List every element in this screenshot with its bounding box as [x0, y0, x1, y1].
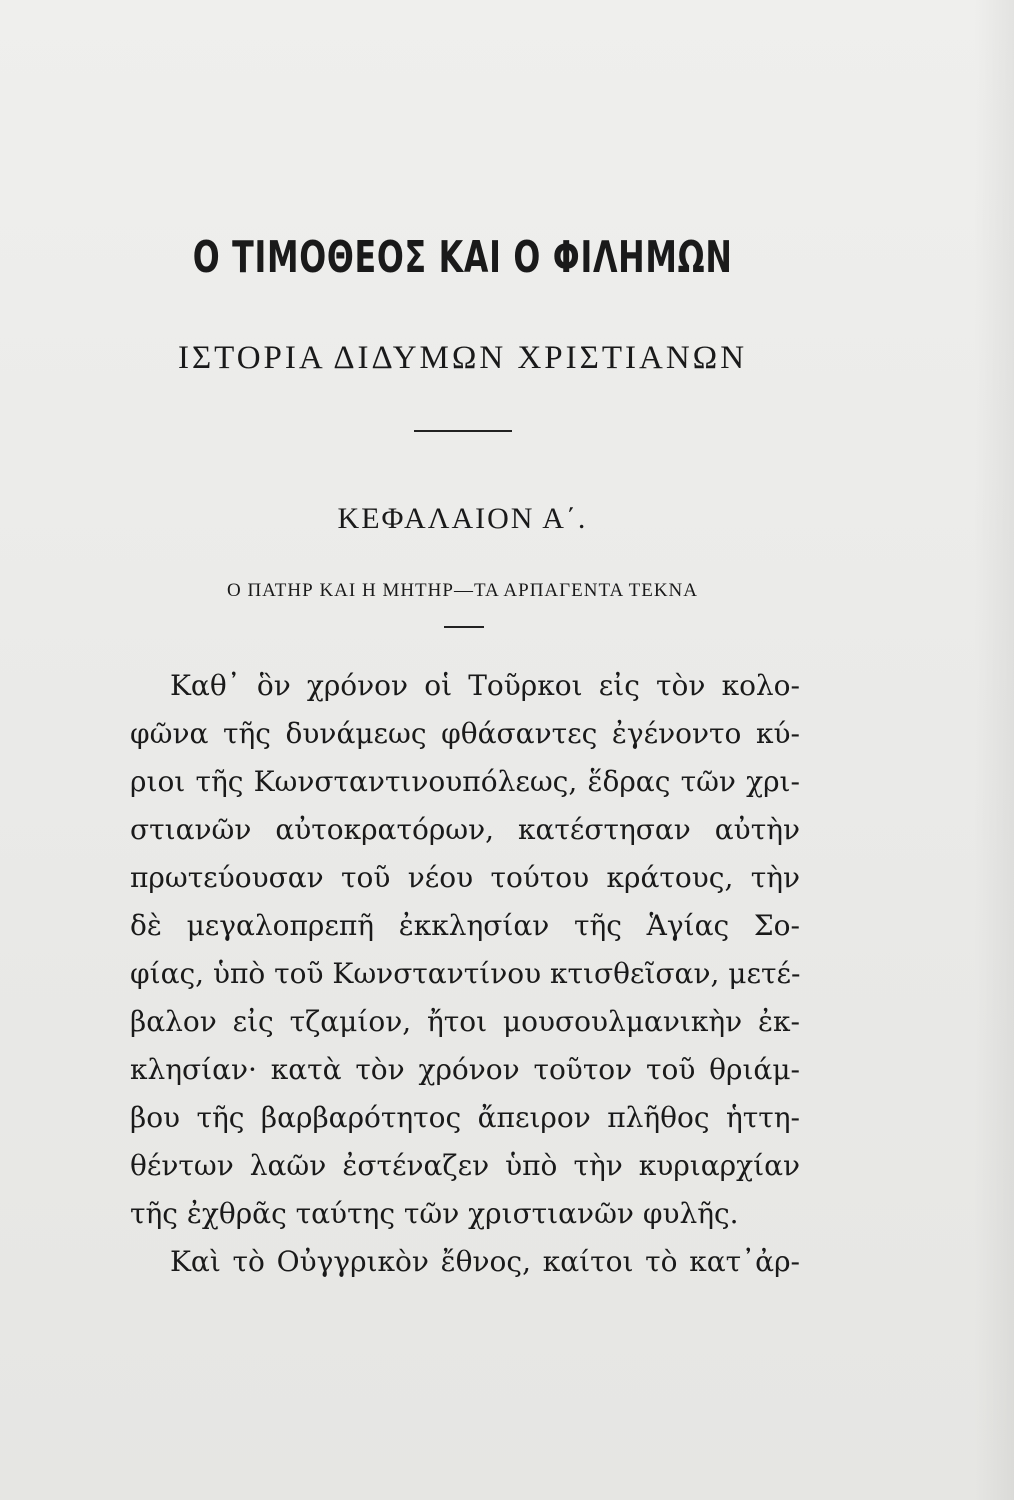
text-line: φῶνα τῆς δυνάμεως φθάσαντες ἐγένοντο κύ- — [130, 717, 800, 750]
text-line: Καὶ τὸ Οὐγγρικὸν ἔθνος, καίτοι τὸ κατ᾽ἀρ- — [170, 1245, 800, 1278]
text-line: κλησίαν· κατὰ τὸν χρόνον τοῦτον τοῦ θριάμ- — [130, 1053, 800, 1086]
text-line: τῆς ἐχθρᾶς ταύτης τῶν χριστιανῶν φυλῆς. — [130, 1197, 739, 1230]
divider-rule — [414, 430, 512, 432]
text-line: βου τῆς βαρβαρότητος ἄπειρον πλῆθος ἡττη- — [130, 1101, 800, 1134]
text-line: στιανῶν αὐτοκρατόρων, κατέστησαν αὐτὴν — [130, 813, 800, 846]
text-line: φίας, ὑπὸ τοῦ Κωνσταντίνου κτισθεῖσαν, μετέ- — [130, 957, 801, 990]
body-paragraphs — [130, 662, 800, 1286]
text-line: πρωτεύουσαν τοῦ νέου τούτου κράτους, τὴν — [130, 861, 800, 894]
text-line: ριοι τῆς Κωνσταντινουπόλεως, ἕδρας τῶν χρι- — [130, 765, 800, 798]
page-edge-shadow — [974, 0, 1014, 1500]
chapter-subheading: Ο ΠΑΤΗΡ ΚΑΙ Η ΜΗΤΗΡ—ΤΑ ΑΡΠΑΓΕΝΤΑ ΤΕΚΝΑ — [226, 580, 698, 601]
text-line: βαλον εἰς τζαμίον, ἤτοι μουσουλμανικὴν ἐκ- — [130, 1005, 800, 1038]
text-line: δὲ μεγαλοπρεπῆ ἐκκλησίαν τῆς Ἁγίας Σο- — [130, 909, 800, 942]
text-line: Καθ᾽ ὃν χρόνον οἱ Τοῦρκοι εἰς τὸν κολο- — [170, 669, 800, 702]
text-line: θέντων λαῶν ἐστέναζεν ὑπὸ τὴν κυριαρχίαν — [130, 1149, 800, 1182]
chapter-heading: ΚΕΦΑΛΑΙΟΝ Α΄. — [337, 502, 588, 535]
book-title: Ο ΤΙΜΟΘΕΟΣ ΚΑΙ Ο ΦΙΛΗΜΩΝ — [192, 232, 733, 283]
book-subtitle: ΙΣΤΟΡΙΑ ΔΙΔΥΜΩΝ ΧΡΙΣΤΙΑΝΩΝ — [177, 340, 748, 376]
short-divider-rule — [444, 626, 484, 628]
